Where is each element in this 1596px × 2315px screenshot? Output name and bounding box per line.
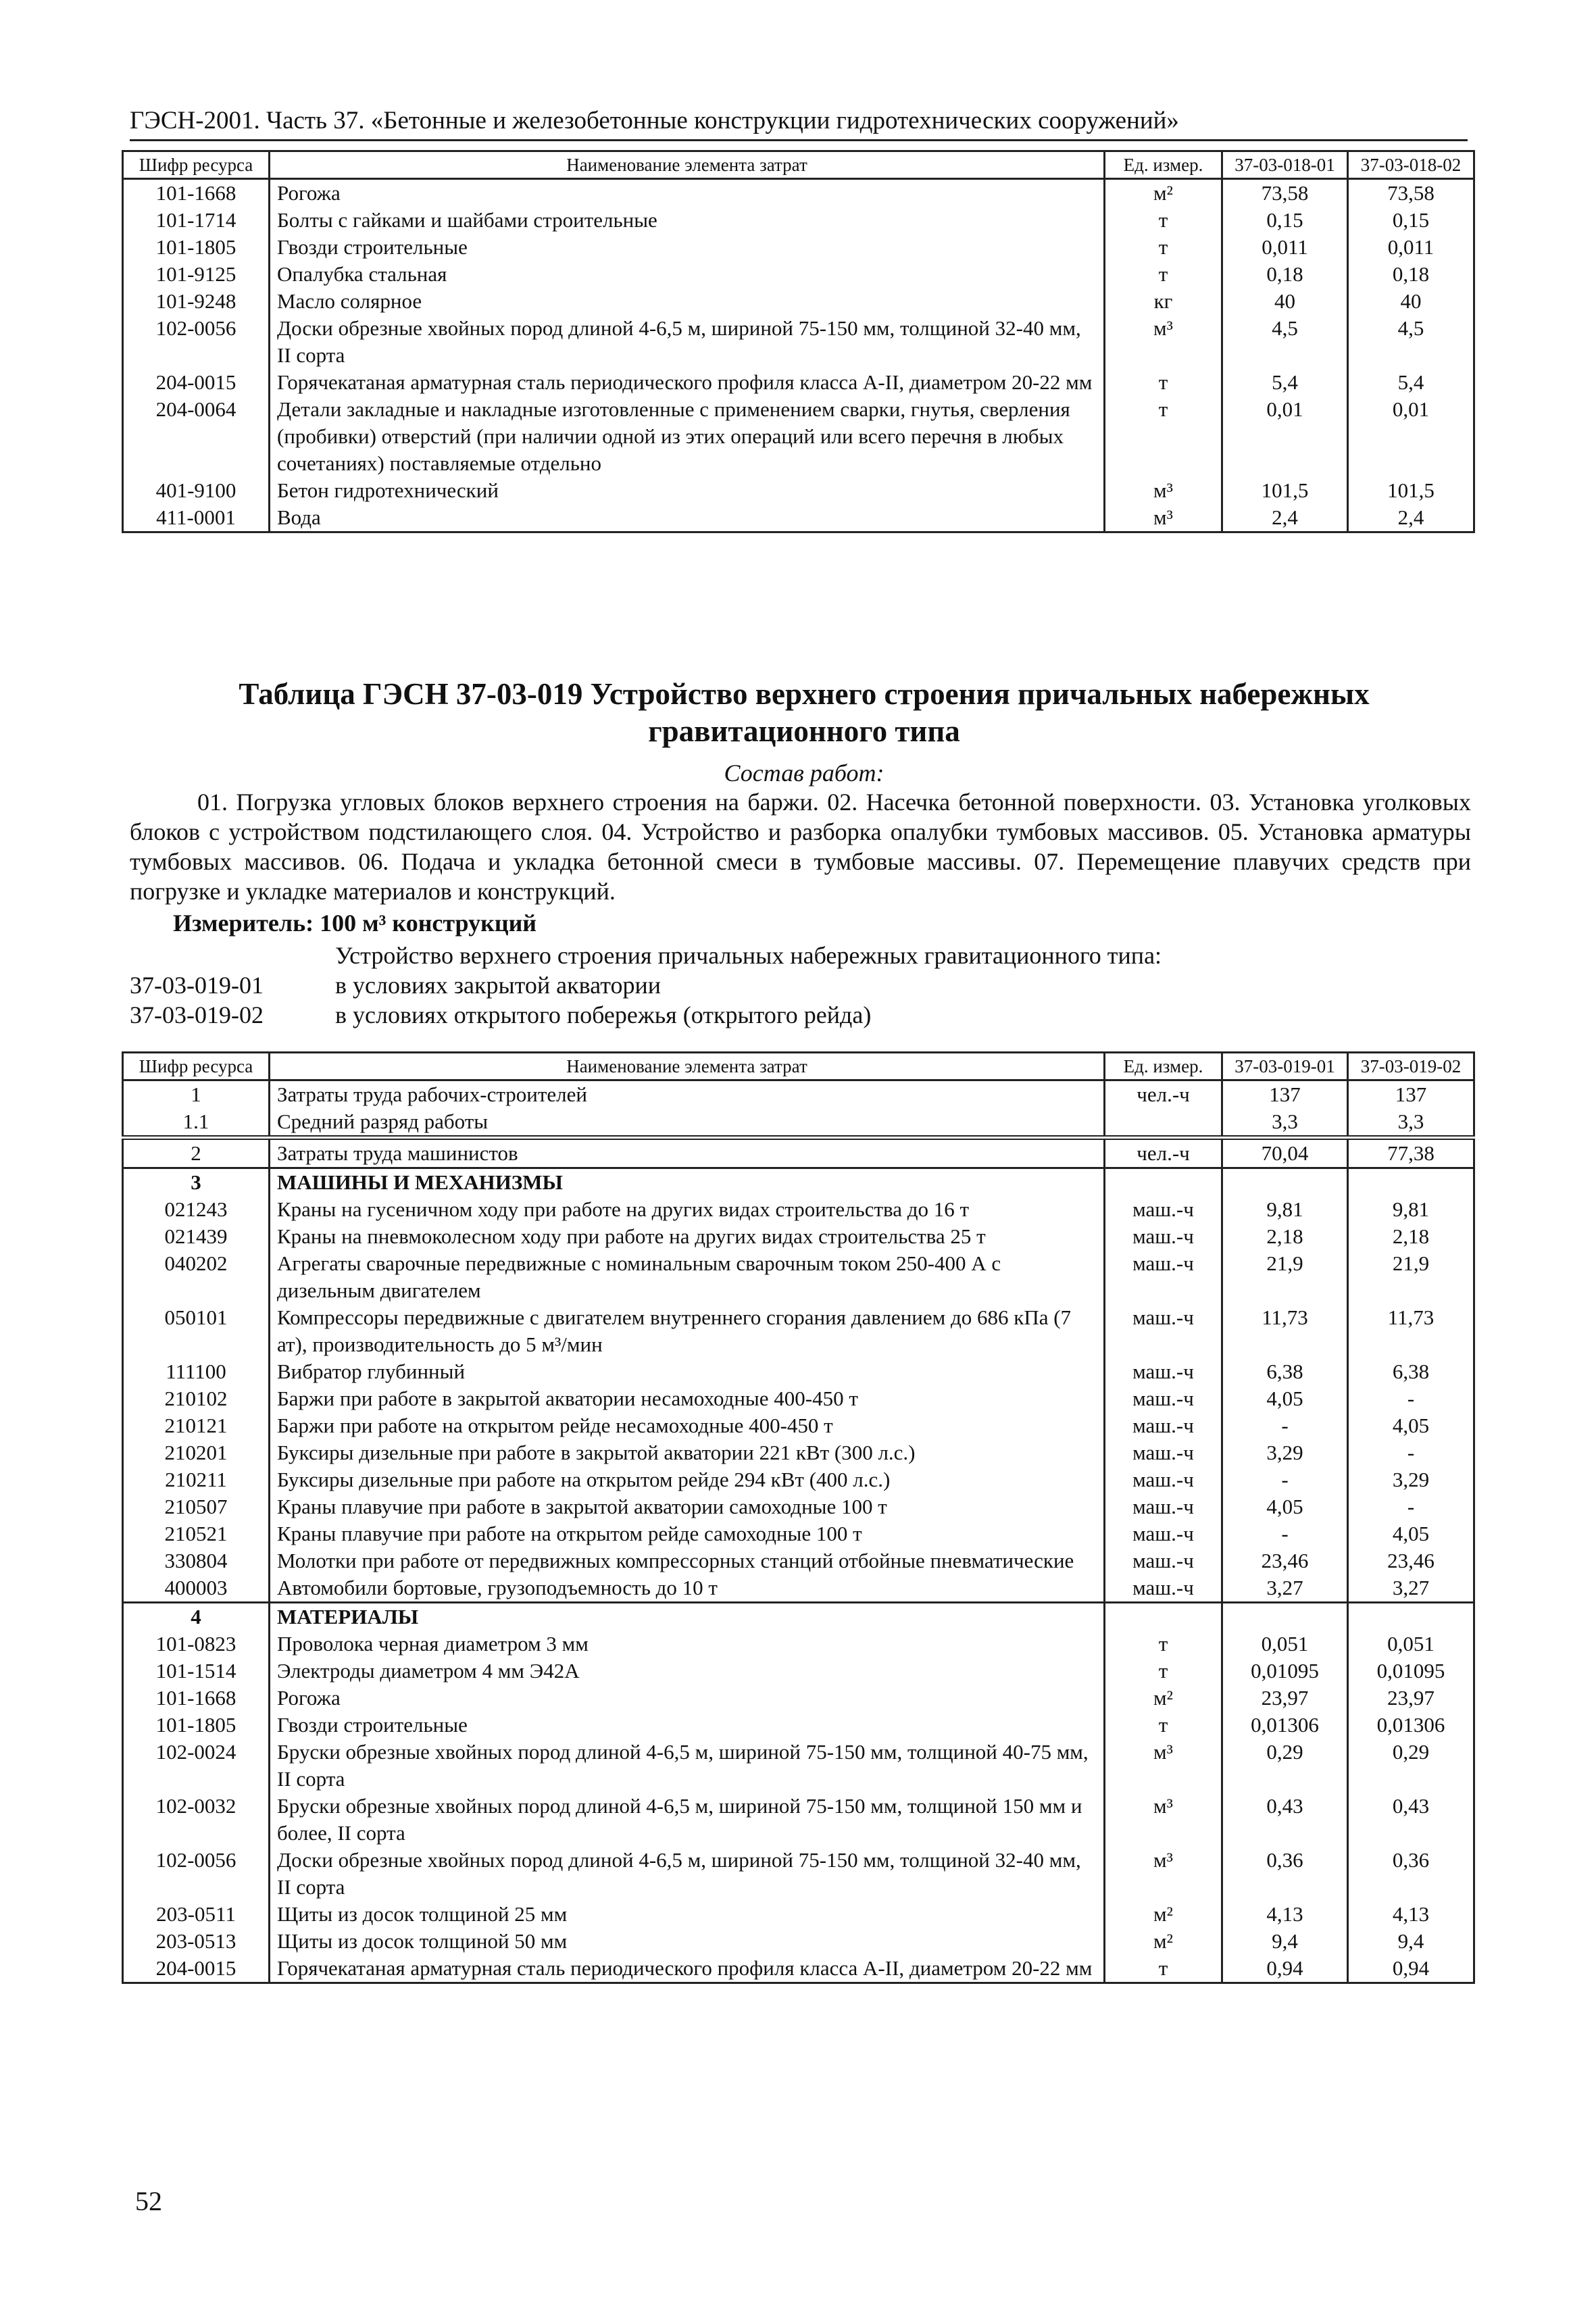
table-row — [123, 179, 1474, 207]
cell-unit: м² — [1105, 1685, 1222, 1712]
table-row — [123, 1928, 1474, 1955]
cell-resource-code: 401-9100 — [123, 477, 270, 504]
cell-variant-1: 40 — [1222, 288, 1348, 315]
cell-variant-2: 4,5 — [1348, 315, 1474, 369]
cell-variant-2 — [1348, 1603, 1474, 1631]
table-row — [123, 1466, 1474, 1493]
cell-variant-1: 4,05 — [1222, 1385, 1348, 1412]
running-header: ГЭСН-2001. Часть 37. «Бетонные и железобетонные конструкции гидротехнических сооружений» — [130, 105, 1468, 141]
cell-variant-2: 0,36 — [1348, 1847, 1474, 1901]
table-row — [123, 369, 1474, 396]
cell-resource-code: 102-0024 — [123, 1739, 270, 1793]
cell-cost-element: Бруски обрезные хвойных пород длиной 4-6,5 м, шириной 75-150 мм, толщиной 40-75 мм, II сорта — [270, 1739, 1105, 1793]
cell-cost-element: Затраты труда рабочих-строителей — [270, 1080, 1105, 1109]
resource-table-018 — [122, 150, 1475, 533]
cell-cost-element: Краны на пневмоколесном ходу при работе на других видах строительства 25 т — [270, 1223, 1105, 1250]
table-row — [123, 1223, 1474, 1250]
cell-variant-2 — [1348, 1168, 1474, 1197]
cell-variant-1: 11,73 — [1222, 1304, 1348, 1358]
cell-unit: т — [1105, 1955, 1222, 1983]
table-row — [123, 315, 1474, 369]
cell-unit: маш.-ч — [1105, 1520, 1222, 1547]
cell-unit: чел.-ч — [1105, 1138, 1222, 1168]
cell-variant-2: 0,01095 — [1348, 1658, 1474, 1685]
cell-variant-1: 70,04 — [1222, 1138, 1348, 1168]
table-row — [123, 234, 1474, 261]
cell-variant-2: 5,4 — [1348, 369, 1474, 396]
cell-variant-2: 11,73 — [1348, 1304, 1474, 1358]
table-row — [123, 1793, 1474, 1847]
cell-variant-1: - — [1222, 1520, 1348, 1547]
cell-resource-code: 050101 — [123, 1304, 270, 1358]
cell-variant-1: 137 — [1222, 1080, 1348, 1109]
cell-unit: маш.-ч — [1105, 1223, 1222, 1250]
cell-resource-code: 1.1 — [123, 1108, 270, 1138]
cell-variant-1: 4,5 — [1222, 315, 1348, 369]
cell-unit: т — [1105, 1658, 1222, 1685]
table-row — [123, 1547, 1474, 1574]
cell-resource-code: 203-0511 — [123, 1901, 270, 1928]
table-row — [123, 1685, 1474, 1712]
cell-variant-2: 77,38 — [1348, 1138, 1474, 1168]
cell-resource-code: 4 — [123, 1603, 270, 1631]
cell-unit: маш.-ч — [1105, 1493, 1222, 1520]
table-row — [123, 504, 1474, 532]
cell-cost-element: Вибратор глубинный — [270, 1358, 1105, 1385]
variant-code: 37-03-019-02 — [130, 1001, 264, 1028]
cell-unit: м³ — [1105, 1793, 1222, 1847]
table-row — [123, 477, 1474, 504]
cell-variant-1: 0,01306 — [1222, 1712, 1348, 1739]
cell-variant-2: 21,9 — [1348, 1250, 1474, 1304]
cell-cost-element: Рогожа — [270, 1685, 1105, 1712]
cell-resource-code: 400003 — [123, 1574, 270, 1603]
cell-variant-1: 3,27 — [1222, 1574, 1348, 1603]
cell-variant-1: 0,01 — [1222, 396, 1348, 477]
col-header-variant-2: 37-03-019-02 — [1348, 1053, 1474, 1080]
cell-variant-1: 101,5 — [1222, 477, 1348, 504]
cell-variant-1: 0,94 — [1222, 1955, 1348, 1983]
cell-cost-element: Горячекатаная арматурная сталь периодического профиля класса А-II, диаметром 20-22 мм — [270, 1955, 1105, 1983]
variant-line — [130, 970, 661, 1000]
cell-resource-code: 203-0513 — [123, 1928, 270, 1955]
cell-variant-1: 4,05 — [1222, 1493, 1348, 1520]
measure-unit: Измеритель: 100 м³ конструкций — [173, 910, 537, 937]
cell-variant-2: 0,29 — [1348, 1739, 1474, 1793]
table-row — [123, 1955, 1474, 1983]
cell-variant-2: 137 — [1348, 1080, 1474, 1109]
cell-unit: кг — [1105, 288, 1222, 315]
page-number: 52 — [135, 2186, 162, 2216]
cell-unit: т — [1105, 261, 1222, 288]
table-row — [123, 396, 1474, 477]
cell-cost-element: Краны плавучие при работе на открытом рейде самоходные 100 т — [270, 1520, 1105, 1547]
cell-variant-1 — [1222, 1603, 1348, 1631]
variant-line — [130, 1000, 871, 1030]
table-body — [123, 1080, 1474, 1983]
cell-resource-code: 101-1805 — [123, 234, 270, 261]
cell-cost-element: Вода — [270, 504, 1105, 532]
cell-unit — [1105, 1603, 1222, 1631]
cell-cost-element: Бруски обрезные хвойных пород длиной 4-6,5 м, шириной 75-150 мм, толщиной 150 мм и более, II сорта — [270, 1793, 1105, 1847]
cell-unit: м³ — [1105, 1739, 1222, 1793]
cell-resource-code: 101-1514 — [123, 1658, 270, 1685]
cell-cost-element: Доски обрезные хвойных пород длиной 4-6,5 м, шириной 75-150 мм, толщиной 32-40 мм, II сорта — [270, 1847, 1105, 1901]
cell-cost-element: Масло солярное — [270, 288, 1105, 315]
cell-cost-element: Гвозди строительные — [270, 234, 1105, 261]
cell-resource-code: 101-1668 — [123, 1685, 270, 1712]
cell-variant-1: 0,011 — [1222, 234, 1348, 261]
cell-variant-1: 23,97 — [1222, 1685, 1348, 1712]
cell-unit: т — [1105, 369, 1222, 396]
table-header-row — [123, 1053, 1474, 1080]
cell-variant-2: 0,051 — [1348, 1631, 1474, 1658]
cell-variant-2: - — [1348, 1385, 1474, 1412]
cell-cost-element: Болты с гайками и шайбами строительные — [270, 207, 1105, 234]
table-row — [123, 1739, 1474, 1793]
cell-variant-2: 4,13 — [1348, 1901, 1474, 1928]
table-row — [123, 1108, 1474, 1138]
cell-resource-code: 210121 — [123, 1412, 270, 1439]
cell-unit: маш.-ч — [1105, 1466, 1222, 1493]
table-row — [123, 288, 1474, 315]
cell-resource-code: 204-0015 — [123, 369, 270, 396]
work-composition-heading: Состав работ: — [724, 760, 884, 787]
cell-unit: маш.-ч — [1105, 1358, 1222, 1385]
cell-variant-1: 2,18 — [1222, 1223, 1348, 1250]
table-row — [123, 1385, 1474, 1412]
cell-variant-1: 0,18 — [1222, 261, 1348, 288]
cell-resource-code: 021243 — [123, 1196, 270, 1223]
cell-resource-code: 102-0032 — [123, 1793, 270, 1847]
cell-unit: м³ — [1105, 1847, 1222, 1901]
table-title: Таблица ГЭСН 37-03-019 Устройство верхнего строения причальных набережных гравитационного типа — [239, 677, 1370, 748]
cell-cost-element: Буксиры дизельные при работе в закрытой акватории 221 кВт (300 л.с.) — [270, 1439, 1105, 1466]
cell-variant-1: 73,58 — [1222, 179, 1348, 207]
cell-cost-element: Рогожа — [270, 179, 1105, 207]
cell-resource-code: 101-1668 — [123, 179, 270, 207]
table-row — [123, 207, 1474, 234]
table-row — [123, 1196, 1474, 1223]
table-row — [123, 1901, 1474, 1928]
cell-variant-2: 3,3 — [1348, 1108, 1474, 1138]
cell-resource-code: 040202 — [123, 1250, 270, 1304]
cell-variant-2: 0,43 — [1348, 1793, 1474, 1847]
cell-variant-1: - — [1222, 1466, 1348, 1493]
cell-variant-1: 6,38 — [1222, 1358, 1348, 1385]
cell-unit: маш.-ч — [1105, 1196, 1222, 1223]
cell-cost-element: Доски обрезные хвойных пород длиной 4-6,5 м, шириной 75-150 мм, толщиной 32-40 мм, II сорта — [270, 315, 1105, 369]
cell-variant-1: - — [1222, 1412, 1348, 1439]
cell-cost-element: Гвозди строительные — [270, 1712, 1105, 1739]
cell-variant-2: 9,4 — [1348, 1928, 1474, 1955]
cell-resource-code: 210211 — [123, 1466, 270, 1493]
cell-cost-element: Агрегаты сварочные передвижные с номинальным сварочным током 250-400 А с дизельным двигателем — [270, 1250, 1105, 1304]
cell-cost-element: Щиты из досок толщиной 50 мм — [270, 1928, 1105, 1955]
cell-cost-element: Баржи при работе в закрытой акватории несамоходные 400-450 т — [270, 1385, 1105, 1412]
cell-cost-element: Детали закладные и накладные изготовленные с применением сварки, гнутья, сверления (пробивки) отверстий (при наличии одной из этих операций или всего перечня в любых сочетаниях) поставляемые отдельно — [270, 396, 1105, 477]
table-row — [123, 1658, 1474, 1685]
cell-resource-code: 102-0056 — [123, 1847, 270, 1901]
cell-unit: т — [1105, 207, 1222, 234]
cell-cost-element: Баржи при работе на открытом рейде несамоходные 400-450 т — [270, 1412, 1105, 1439]
cell-resource-code: 101-9125 — [123, 261, 270, 288]
cell-unit: м³ — [1105, 477, 1222, 504]
table-row — [123, 1631, 1474, 1658]
table-row — [123, 1080, 1474, 1109]
cell-variant-1: 9,4 — [1222, 1928, 1348, 1955]
variant-intro: Устройство верхнего строения причальных набережных гравитационного типа: — [335, 942, 1162, 969]
cell-variant-2: 73,58 — [1348, 179, 1474, 207]
cell-resource-code: 101-9248 — [123, 288, 270, 315]
cell-variant-2: 3,29 — [1348, 1466, 1474, 1493]
cell-variant-1: 9,81 — [1222, 1196, 1348, 1223]
table-row — [123, 1138, 1474, 1168]
cell-variant-2: 23,97 — [1348, 1685, 1474, 1712]
cell-variant-2: 3,27 — [1348, 1574, 1474, 1603]
cell-resource-code: 2 — [123, 1138, 270, 1168]
cell-variant-1: 0,43 — [1222, 1793, 1348, 1847]
cell-variant-2: 0,011 — [1348, 234, 1474, 261]
cell-unit: маш.-ч — [1105, 1574, 1222, 1603]
cell-variant-1: 0,29 — [1222, 1739, 1348, 1793]
table-row — [123, 1712, 1474, 1739]
variant-code: 37-03-019-01 — [130, 972, 264, 999]
table-row — [123, 1250, 1474, 1304]
cell-variant-2: 0,01 — [1348, 396, 1474, 477]
table-row — [123, 1304, 1474, 1358]
cell-variant-1: 0,36 — [1222, 1847, 1348, 1901]
cell-unit: чел.-ч — [1105, 1080, 1222, 1109]
table-row — [123, 1847, 1474, 1901]
cell-variant-1: 2,4 — [1222, 504, 1348, 532]
cell-resource-code: 101-0823 — [123, 1631, 270, 1658]
cell-resource-code: 210102 — [123, 1385, 270, 1412]
cell-variant-2: 0,01306 — [1348, 1712, 1474, 1739]
cell-resource-code: 204-0015 — [123, 1955, 270, 1983]
cell-variant-2: 0,15 — [1348, 207, 1474, 234]
cell-resource-code: 210201 — [123, 1439, 270, 1466]
cell-unit: м² — [1105, 1901, 1222, 1928]
cell-resource-code: 210521 — [123, 1520, 270, 1547]
cell-variant-2: 9,81 — [1348, 1196, 1474, 1223]
cell-cost-element: Затраты труда машинистов — [270, 1138, 1105, 1168]
cell-resource-code: 411-0001 — [123, 504, 270, 532]
col-header-variant-2: 37-03-018-02 — [1348, 151, 1474, 179]
cell-unit: маш.-ч — [1105, 1304, 1222, 1358]
cell-cost-element: Опалубка стальная — [270, 261, 1105, 288]
col-header-name: Наименование элемента затрат — [270, 151, 1105, 179]
col-header-variant-1: 37-03-018-01 — [1222, 151, 1348, 179]
cell-cost-element: Средний разряд работы — [270, 1108, 1105, 1138]
cell-resource-code: 330804 — [123, 1547, 270, 1574]
table-row — [123, 1358, 1474, 1385]
cell-cost-element: Буксиры дизельные при работе на открытом рейде 294 кВт (400 л.с.) — [270, 1466, 1105, 1493]
cell-cost-element: Электроды диаметром 4 мм Э42А — [270, 1658, 1105, 1685]
cell-cost-element: Автомобили бортовые, грузоподъемность до 10 т — [270, 1574, 1105, 1603]
col-header-code: Шифр ресурса — [123, 151, 270, 179]
cell-variant-1: 21,9 — [1222, 1250, 1348, 1304]
variant-text: в условиях закрытой акватории — [335, 972, 661, 999]
cell-variant-1: 0,051 — [1222, 1631, 1348, 1658]
cell-variant-1: 0,01095 — [1222, 1658, 1348, 1685]
cell-unit: м³ — [1105, 315, 1222, 369]
cell-cost-element: Щиты из досок толщиной 25 мм — [270, 1901, 1105, 1928]
cell-cost-element: МАТЕРИАЛЫ — [270, 1603, 1105, 1631]
table-row — [123, 1168, 1474, 1197]
cell-variant-2: 6,38 — [1348, 1358, 1474, 1385]
cell-resource-code: 1 — [123, 1080, 270, 1109]
table-row — [123, 1439, 1474, 1466]
cell-resource-code: 101-1805 — [123, 1712, 270, 1739]
cell-cost-element: Проволока черная диаметром 3 мм — [270, 1631, 1105, 1658]
cell-unit: т — [1105, 234, 1222, 261]
cell-unit: маш.-ч — [1105, 1439, 1222, 1466]
cell-resource-code: 102-0056 — [123, 315, 270, 369]
cell-variant-1: 5,4 — [1222, 369, 1348, 396]
cell-cost-element: Компрессоры передвижные с двигателем внутреннего сгорания давлением до 686 кПа (7 ат), производительность до 5 м³/мин — [270, 1304, 1105, 1358]
cell-variant-2: - — [1348, 1439, 1474, 1466]
cell-variant-2: 0,18 — [1348, 261, 1474, 288]
cell-unit: м² — [1105, 179, 1222, 207]
table-row — [123, 1574, 1474, 1603]
cell-resource-code: 3 — [123, 1168, 270, 1197]
resource-table-019 — [122, 1051, 1475, 1984]
cell-unit: т — [1105, 396, 1222, 477]
cell-variant-2: 2,4 — [1348, 504, 1474, 532]
cell-unit: маш.-ч — [1105, 1547, 1222, 1574]
table-row — [123, 1493, 1474, 1520]
cell-unit: т — [1105, 1631, 1222, 1658]
cell-unit: м² — [1105, 1928, 1222, 1955]
table-row — [123, 261, 1474, 288]
table-row — [123, 1603, 1474, 1631]
cell-variant-2: 0,94 — [1348, 1955, 1474, 1983]
cell-unit: маш.-ч — [1105, 1412, 1222, 1439]
table-header-row — [123, 151, 1474, 179]
col-header-code: Шифр ресурса — [123, 1053, 270, 1080]
cell-resource-code: 111100 — [123, 1358, 270, 1385]
cell-unit: маш.-ч — [1105, 1250, 1222, 1304]
cell-unit — [1105, 1108, 1222, 1138]
table-body — [123, 179, 1474, 532]
cell-resource-code: 021439 — [123, 1223, 270, 1250]
work-composition-text: 01. Погрузка угловых блоков верхнего строения на баржи. 02. Насечка бетонной поверхности. 03. Установка уголковых блоков с устройством подстилающего слоя. 04. Устройство и разборка опалубки тумбовых массивов. 05. Установка арматуры тумбовых массивов. 06. Подача и укладка бетонной смеси в тумбовые массивы. 07. Перемещение плавучих средств при погрузке и укладке материалов и конструкций. — [130, 789, 1471, 905]
cell-cost-element: Бетон гидротехнический — [270, 477, 1105, 504]
cell-resource-code: 101-1714 — [123, 207, 270, 234]
cell-unit: м³ — [1105, 504, 1222, 532]
cell-variant-2: 2,18 — [1348, 1223, 1474, 1250]
cell-resource-code: 204-0064 — [123, 396, 270, 477]
cell-variant-2: 4,05 — [1348, 1520, 1474, 1547]
cell-unit — [1105, 1168, 1222, 1197]
cell-unit: маш.-ч — [1105, 1385, 1222, 1412]
cell-variant-2: 40 — [1348, 288, 1474, 315]
cell-variant-1: 3,29 — [1222, 1439, 1348, 1466]
col-header-variant-1: 37-03-019-01 — [1222, 1053, 1348, 1080]
cell-variant-2: 4,05 — [1348, 1412, 1474, 1439]
cell-cost-element: Краны плавучие при работе в закрытой акватории самоходные 100 т — [270, 1493, 1105, 1520]
cell-cost-element: Горячекатаная арматурная сталь периодического профиля класса А-II, диаметром 20-22 мм — [270, 369, 1105, 396]
cell-variant-2: 101,5 — [1348, 477, 1474, 504]
cell-variant-2: 23,46 — [1348, 1547, 1474, 1574]
cell-variant-1: 0,15 — [1222, 207, 1348, 234]
variant-text: в условиях открытого побережья (открытого рейда) — [335, 1001, 872, 1028]
table-row — [123, 1520, 1474, 1547]
cell-variant-1: 23,46 — [1222, 1547, 1348, 1574]
cell-unit: т — [1105, 1712, 1222, 1739]
col-header-unit: Ед. измер. — [1105, 1053, 1222, 1080]
cell-variant-1: 4,13 — [1222, 1901, 1348, 1928]
col-header-name: Наименование элемента затрат — [270, 1053, 1105, 1080]
cell-cost-element: Молотки при работе от передвижных компрессорных станций отбойные пневматические — [270, 1547, 1105, 1574]
cell-resource-code: 210507 — [123, 1493, 270, 1520]
col-header-unit: Ед. измер. — [1105, 151, 1222, 179]
table-row — [123, 1412, 1474, 1439]
cell-cost-element: Краны на гусеничном ходу при работе на других видах строительства до 16 т — [270, 1196, 1105, 1223]
cell-variant-1: 3,3 — [1222, 1108, 1348, 1138]
cell-cost-element: МАШИНЫ И МЕХАНИЗМЫ — [270, 1168, 1105, 1197]
cell-variant-2: - — [1348, 1493, 1474, 1520]
cell-variant-1 — [1222, 1168, 1348, 1197]
